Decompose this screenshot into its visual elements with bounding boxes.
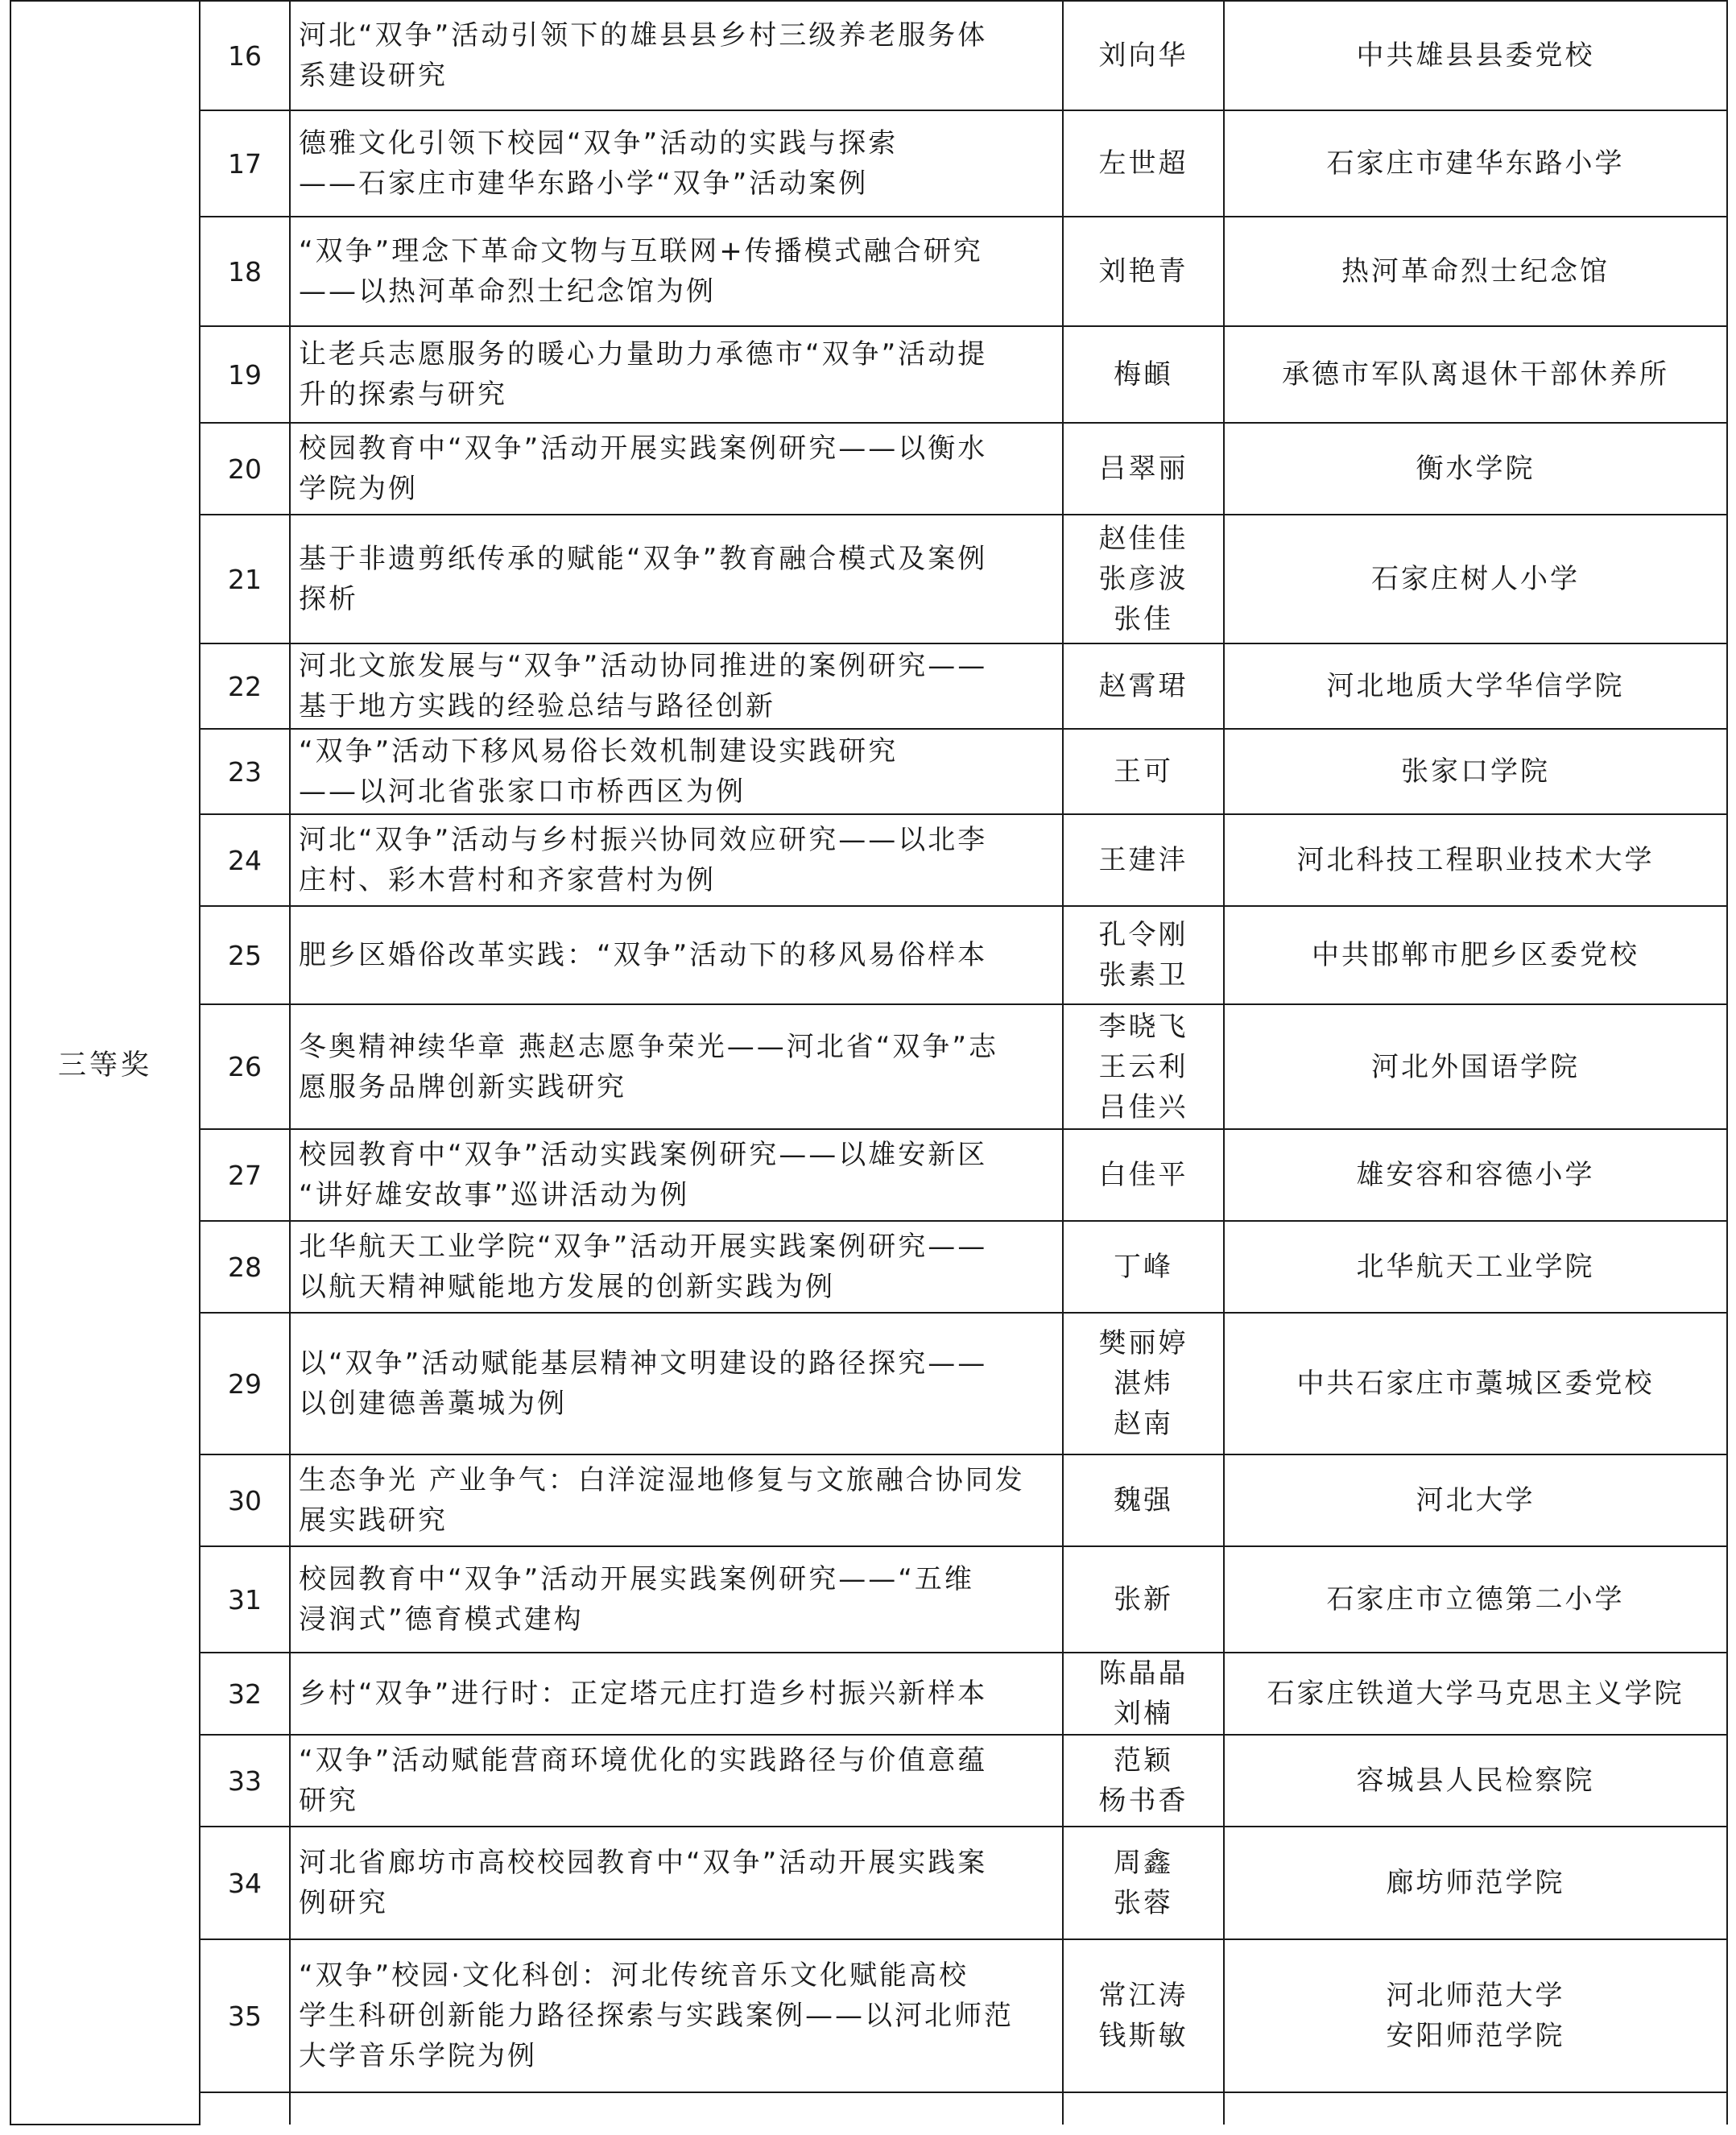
organization-name <box>1224 1129 1727 1221</box>
author-names-line: 陈晶晶 <box>1098 1657 1188 1690</box>
paper-title-line: 以航天精神赋能地方发展的创新实践为例 <box>299 1271 835 1303</box>
paper-title <box>290 1546 1063 1653</box>
author-names-line: 杨书香 <box>1098 1785 1188 1817</box>
paper-title-line: 探析 <box>299 583 358 615</box>
author-names <box>1063 110 1224 217</box>
author-names-line: 白佳平 <box>1098 1159 1188 1191</box>
paper-title <box>290 110 1063 217</box>
paper-title-line: “讲好雄安故事”巡讲活动为例 <box>299 1179 690 1211</box>
paper-title <box>290 326 1063 423</box>
paper-title-line: ——以河北省张家口市桥西区为例 <box>299 776 746 808</box>
author-names-line: 范颖 <box>1114 1744 1173 1777</box>
author-names-line: 张新 <box>1114 1583 1173 1616</box>
author-names-line: 张蓉 <box>1114 1887 1173 1919</box>
author-names <box>1063 729 1224 814</box>
organization-name <box>1224 643 1727 729</box>
organization-name <box>1224 515 1727 643</box>
row-number: 21 <box>200 515 290 643</box>
organization-name <box>1224 1454 1727 1546</box>
author-names <box>1063 1939 1224 2092</box>
paper-title-line: “双争”活动下移风易俗长效机制建设实践研究 <box>299 735 899 768</box>
organization-name <box>1224 729 1727 814</box>
author-names-line: 王云利 <box>1098 1050 1188 1083</box>
author-names-line: 刘楠 <box>1114 1698 1173 1730</box>
organization-name <box>1224 1313 1727 1454</box>
paper-title-line: “双争”校园·文化科创：河北传统音乐文化赋能高校 <box>299 1959 969 1992</box>
author-names <box>1063 1827 1224 1939</box>
author-names-line: 王建沣 <box>1098 844 1188 876</box>
organization-name <box>1224 1827 1727 1939</box>
table-row <box>10 1 1727 110</box>
paper-title-line: 河北文旅发展与“双争”活动协同推进的案例研究—— <box>299 650 988 682</box>
paper-title <box>290 1004 1063 1129</box>
author-names <box>1063 217 1224 326</box>
paper-title <box>290 1129 1063 1221</box>
award-category-cell <box>10 1 200 2125</box>
author-names <box>1063 423 1224 515</box>
author-names-line: 梅頔 <box>1114 358 1173 391</box>
author-names <box>1063 1546 1224 1653</box>
author-names <box>1063 515 1224 643</box>
row-number: 27 <box>200 1129 290 1221</box>
organization-name-line: 河北师范大学 <box>1386 1980 1565 2012</box>
paper-title-line: 展实践研究 <box>299 1504 448 1537</box>
organization-name <box>1224 1735 1727 1827</box>
organization-name-line: 石家庄市立德第二小学 <box>1326 1583 1625 1616</box>
organization-name-line: 河北大学 <box>1416 1484 1536 1516</box>
row-number: 34 <box>200 1827 290 1939</box>
author-names-line: 刘向华 <box>1098 39 1188 72</box>
organization-name-line: 容城县人民检察院 <box>1356 1765 1595 1797</box>
paper-title <box>290 1939 1063 2092</box>
author-names-line: 孔令刚 <box>1098 919 1188 951</box>
table-row <box>10 217 1727 326</box>
table-row <box>10 643 1727 729</box>
author-names-line: 樊丽婷 <box>1098 1327 1188 1359</box>
organization-name-line: 中共邯郸市肥乡区委党校 <box>1312 939 1639 971</box>
organization-name-line: 河北地质大学华信学院 <box>1326 670 1625 702</box>
paper-title-line: 例研究 <box>299 1887 388 1919</box>
author-names-line: 赵南 <box>1114 1408 1173 1440</box>
paper-title-line: 校园教育中“双争”活动开展实践案例研究——“五维 <box>299 1563 974 1595</box>
organization-name-line: 中共雄县县委党校 <box>1356 39 1595 72</box>
paper-title-line: 河北“双争”活动与乡村振兴协同效应研究——以北李 <box>299 824 988 856</box>
row-number: 35 <box>200 1939 290 2092</box>
author-names-line: 常江涛 <box>1098 1980 1188 2012</box>
author-names-line: 赵佳佳 <box>1098 523 1188 555</box>
row-number: 24 <box>200 814 290 906</box>
table-row <box>10 515 1727 643</box>
row-number: 28 <box>200 1221 290 1313</box>
paper-title-line: 河北“双争”活动引领下的雄县县乡村三级养老服务体 <box>299 19 988 52</box>
paper-title <box>290 423 1063 515</box>
paper-title-line: 升的探索与研究 <box>299 379 507 411</box>
table-row <box>10 1546 1727 1653</box>
paper-title-line: ——石家庄市建华东路小学“双争”活动案例 <box>299 168 869 200</box>
organization-name-line: 张家口学院 <box>1401 755 1550 788</box>
paper-title-line: 校园教育中“双争”活动实践案例研究——以雄安新区 <box>299 1139 988 1171</box>
organization-name-line: 石家庄铁道大学马克思主义学院 <box>1267 1678 1684 1710</box>
row-number: 18 <box>200 217 290 326</box>
empty-cell <box>290 2092 1063 2125</box>
table-row <box>10 1939 1727 2092</box>
organization-name <box>1224 1653 1727 1735</box>
paper-title <box>290 729 1063 814</box>
author-names <box>1063 1129 1224 1221</box>
paper-title-line: 冬奥精神续华章 燕赵志愿争荣光——河北省“双争”志 <box>299 1030 999 1063</box>
author-names-line: 吕佳兴 <box>1098 1090 1188 1123</box>
paper-title-line: 生态争光 产业争气：白洋淀湿地修复与文旅融合协同发 <box>299 1464 1025 1496</box>
table-row <box>10 110 1727 217</box>
paper-title-line: 乡村“双争”进行时：正定塔元庄打造乡村振兴新样本 <box>299 1678 988 1710</box>
paper-title-line: 河北省廊坊市高校校园教育中“双争”活动开展实践案 <box>299 1847 988 1879</box>
table-row-continuation <box>10 2092 1727 2125</box>
author-names-line: 王可 <box>1114 755 1173 788</box>
paper-title <box>290 515 1063 643</box>
author-names-line: 张彦波 <box>1098 563 1188 595</box>
paper-title-line: “双争”活动赋能营商环境优化的实践路径与价值意蕴 <box>299 1744 988 1777</box>
paper-title <box>290 814 1063 906</box>
organization-name <box>1224 423 1727 515</box>
author-names-line: 张素卫 <box>1098 959 1188 991</box>
author-names-line: 张佳 <box>1114 603 1173 635</box>
award-category-label: 三等奖 <box>57 1049 152 1082</box>
author-names-line: 左世超 <box>1098 147 1188 180</box>
author-names-line: 李晓飞 <box>1098 1010 1188 1043</box>
paper-title-line: 研究 <box>299 1785 358 1817</box>
paper-title <box>290 217 1063 326</box>
table-row <box>10 1129 1727 1221</box>
table-row <box>10 1735 1727 1827</box>
paper-title-line: 学生科研创新能力路径探索与实践案例——以河北师范 <box>299 2000 1014 2032</box>
organization-name-line: 廊坊师范学院 <box>1386 1867 1565 1899</box>
author-names <box>1063 1221 1224 1313</box>
paper-title-line: 浸润式”德育模式建构 <box>299 1603 584 1636</box>
paper-title-line: 基于非遗剪纸传承的赋能“双争”教育融合模式及案例 <box>299 543 988 575</box>
author-names <box>1063 1735 1224 1827</box>
organization-name-line: 衡水学院 <box>1416 453 1536 485</box>
author-names <box>1063 643 1224 729</box>
empty-cell <box>1224 2092 1727 2125</box>
paper-title <box>290 906 1063 1004</box>
paper-title-line: 基于地方实践的经验总结与路径创新 <box>299 690 775 722</box>
organization-name <box>1224 110 1727 217</box>
paper-title-line: 以创建德善藁城为例 <box>299 1388 567 1420</box>
author-names-line: 丁峰 <box>1114 1251 1173 1283</box>
table-row <box>10 1827 1727 1939</box>
paper-title-line: 学院为例 <box>299 473 418 505</box>
empty-cell <box>200 2092 290 2125</box>
paper-title <box>290 1653 1063 1735</box>
organization-name-line: 承德市军队离退休干部休养所 <box>1282 358 1669 391</box>
paper-title <box>290 643 1063 729</box>
paper-title <box>290 1 1063 110</box>
table-row <box>10 1221 1727 1313</box>
author-names-line: 赵霄珺 <box>1098 670 1188 702</box>
row-number: 23 <box>200 729 290 814</box>
table-row <box>10 1454 1727 1546</box>
organization-name-line: 河北外国语学院 <box>1371 1050 1580 1083</box>
row-number: 33 <box>200 1735 290 1827</box>
author-names <box>1063 326 1224 423</box>
organization-name-line: 中共石家庄市藁城区委党校 <box>1296 1367 1655 1400</box>
row-number: 25 <box>200 906 290 1004</box>
table-row <box>10 814 1727 906</box>
author-names-line: 钱斯敏 <box>1098 2020 1188 2052</box>
organization-name <box>1224 217 1727 326</box>
table-row <box>10 423 1727 515</box>
row-number: 20 <box>200 423 290 515</box>
organization-name <box>1224 814 1727 906</box>
table-row <box>10 326 1727 423</box>
row-number: 30 <box>200 1454 290 1546</box>
author-names <box>1063 1004 1224 1129</box>
organization-name <box>1224 1004 1727 1129</box>
paper-title-line: 北华航天工业学院“双争”活动开展实践案例研究—— <box>299 1231 988 1263</box>
author-names-line: 吕翠丽 <box>1098 453 1188 485</box>
paper-title <box>290 1313 1063 1454</box>
author-names <box>1063 906 1224 1004</box>
paper-title-line: 以“双争”活动赋能基层精神文明建设的路径探究—— <box>299 1347 988 1380</box>
table-row <box>10 1653 1727 1735</box>
row-number: 19 <box>200 326 290 423</box>
paper-title-line: 肥乡区婚俗改革实践：“双争”活动下的移风易俗样本 <box>299 939 988 971</box>
table-row <box>10 729 1727 814</box>
organization-name-line: 石家庄树人小学 <box>1371 563 1580 595</box>
author-names <box>1063 814 1224 906</box>
table-row <box>10 906 1727 1004</box>
row-number: 16 <box>200 1 290 110</box>
award-table <box>10 0 1728 2125</box>
organization-name <box>1224 1221 1727 1313</box>
paper-title-line: 让老兵志愿服务的暖心力量助力承德市“双争”活动提 <box>299 338 988 370</box>
organization-name <box>1224 1939 1727 2092</box>
organization-name <box>1224 326 1727 423</box>
row-number: 22 <box>200 643 290 729</box>
author-names-line: 刘艳青 <box>1098 255 1188 288</box>
organization-name-line: 石家庄市建华东路小学 <box>1326 147 1625 180</box>
author-names-line: 周鑫 <box>1114 1847 1173 1879</box>
organization-name-line: 河北科技工程职业技术大学 <box>1296 844 1655 876</box>
author-names <box>1063 1454 1224 1546</box>
organization-name-line: 热河革命烈士纪念馆 <box>1341 255 1610 288</box>
paper-title <box>290 1827 1063 1939</box>
organization-name-line: 北华航天工业学院 <box>1356 1251 1595 1283</box>
author-names-line: 湛炜 <box>1114 1367 1173 1400</box>
organization-name-line: 安阳师范学院 <box>1386 2020 1565 2052</box>
paper-title-line: ——以热河革命烈士纪念馆为例 <box>299 275 716 308</box>
row-number: 31 <box>200 1546 290 1653</box>
organization-name <box>1224 1546 1727 1653</box>
paper-title <box>290 1221 1063 1313</box>
paper-title <box>290 1454 1063 1546</box>
author-names <box>1063 1653 1224 1735</box>
table-row <box>10 1313 1727 1454</box>
table-row <box>10 1004 1727 1129</box>
row-number: 32 <box>200 1653 290 1735</box>
paper-title-line: “双争”理念下革命文物与互联网+传播模式融合研究 <box>299 235 983 267</box>
author-names-line: 魏强 <box>1114 1484 1173 1516</box>
author-names <box>1063 1 1224 110</box>
paper-title-line: 愿服务品牌创新实践研究 <box>299 1070 626 1103</box>
paper-title <box>290 1735 1063 1827</box>
organization-name <box>1224 906 1727 1004</box>
row-number: 17 <box>200 110 290 217</box>
author-names <box>1063 1313 1224 1454</box>
paper-title-line: 系建设研究 <box>299 60 448 92</box>
paper-title-line: 庄村、彩木营村和齐家营村为例 <box>299 864 716 896</box>
paper-title-line: 大学音乐学院为例 <box>299 2040 537 2072</box>
organization-name-line: 雄安容和容德小学 <box>1356 1159 1595 1191</box>
paper-title-line: 校园教育中“双争”活动开展实践案例研究——以衡水 <box>299 432 988 465</box>
row-number: 26 <box>200 1004 290 1129</box>
paper-title-line: 德雅文化引领下校园“双争”活动的实践与探索 <box>299 127 899 159</box>
empty-cell <box>1063 2092 1224 2125</box>
row-number: 29 <box>200 1313 290 1454</box>
organization-name <box>1224 1 1727 110</box>
